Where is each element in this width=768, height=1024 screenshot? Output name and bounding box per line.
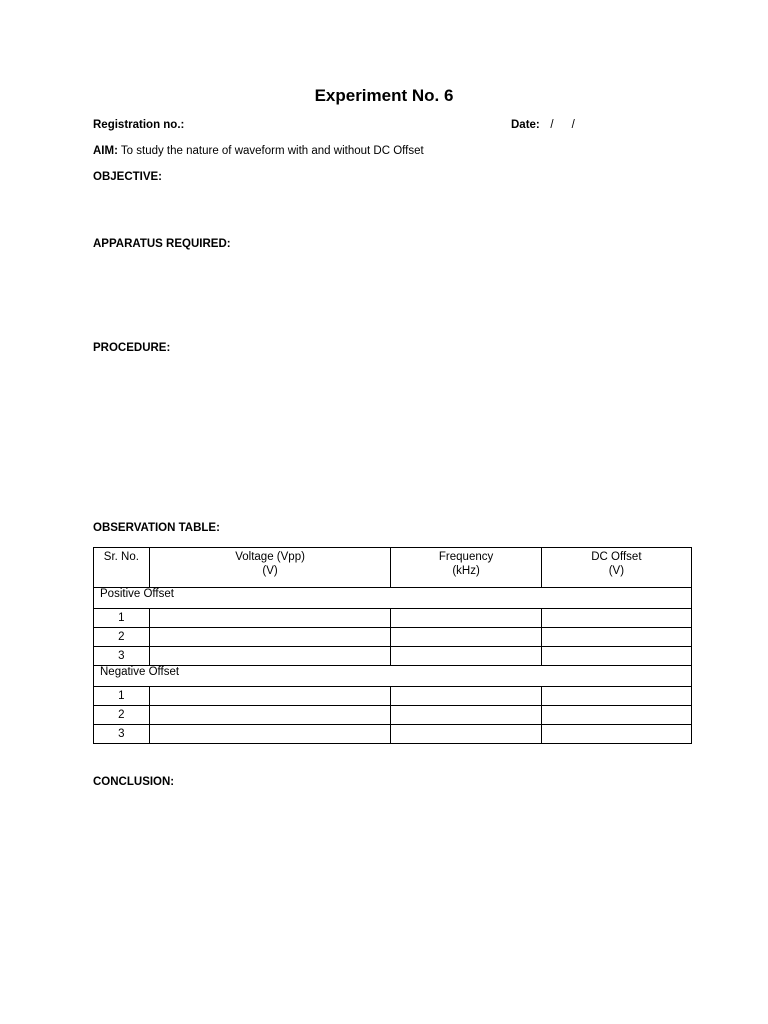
header-frequency: Frequency (kHz)	[391, 548, 541, 588]
sr-no-cell: 3	[94, 647, 150, 666]
group-label: Positive Offset	[94, 588, 692, 609]
header-dc-offset: DC Offset (V)	[541, 548, 691, 588]
sr-no-cell: 2	[94, 706, 150, 725]
aim-line	[93, 145, 424, 157]
procedure-heading: PROCEDURE:	[93, 342, 171, 354]
dc-offset-cell[interactable]	[541, 725, 691, 744]
voltage-cell[interactable]	[149, 687, 391, 706]
voltage-cell[interactable]	[149, 647, 391, 666]
table-row	[94, 725, 692, 744]
conclusion-heading: CONCLUSION:	[93, 776, 175, 788]
frequency-cell[interactable]	[391, 628, 541, 647]
date-label: Date:	[511, 119, 540, 131]
group-row-positive	[94, 588, 692, 609]
voltage-cell[interactable]	[149, 609, 391, 628]
date-field	[511, 119, 582, 131]
dc-offset-cell[interactable]	[541, 687, 691, 706]
observation-table	[93, 547, 692, 744]
observation-heading: OBSERVATION TABLE:	[93, 522, 220, 534]
sr-no-cell: 1	[94, 609, 150, 628]
table-header-row	[94, 548, 692, 588]
sr-no-cell: 1	[94, 687, 150, 706]
voltage-cell[interactable]	[149, 706, 391, 725]
registration-label: Registration no.:	[93, 119, 185, 131]
sr-no-cell: 2	[94, 628, 150, 647]
table-row	[94, 706, 692, 725]
group-row-negative	[94, 666, 692, 687]
voltage-cell[interactable]	[149, 725, 391, 744]
dc-offset-cell[interactable]	[541, 706, 691, 725]
date-separator: /	[550, 119, 554, 131]
dc-offset-cell[interactable]	[541, 628, 691, 647]
table-row	[94, 647, 692, 666]
table-row	[94, 687, 692, 706]
frequency-cell[interactable]	[391, 647, 541, 666]
header-voltage: Voltage (Vpp) (V)	[149, 548, 391, 588]
frequency-cell[interactable]	[391, 609, 541, 628]
header-sr-no: Sr. No.	[94, 548, 150, 588]
group-label: Negative Offset	[94, 666, 692, 687]
sr-no-cell: 3	[94, 725, 150, 744]
table-row	[94, 609, 692, 628]
apparatus-heading: APPARATUS REQUIRED:	[93, 238, 231, 250]
frequency-cell[interactable]	[391, 706, 541, 725]
dc-offset-cell[interactable]	[541, 609, 691, 628]
aim-label: AIM:	[93, 145, 118, 157]
voltage-cell[interactable]	[149, 628, 391, 647]
frequency-cell[interactable]	[391, 725, 541, 744]
aim-text: To study the nature of waveform with and without DC Offset	[117, 145, 424, 157]
date-separator: /	[571, 119, 575, 131]
frequency-cell[interactable]	[391, 687, 541, 706]
objective-heading: OBJECTIVE:	[93, 171, 163, 183]
page-title: Experiment No. 6	[314, 86, 454, 105]
dc-offset-cell[interactable]	[541, 647, 691, 666]
table-row	[94, 628, 692, 647]
